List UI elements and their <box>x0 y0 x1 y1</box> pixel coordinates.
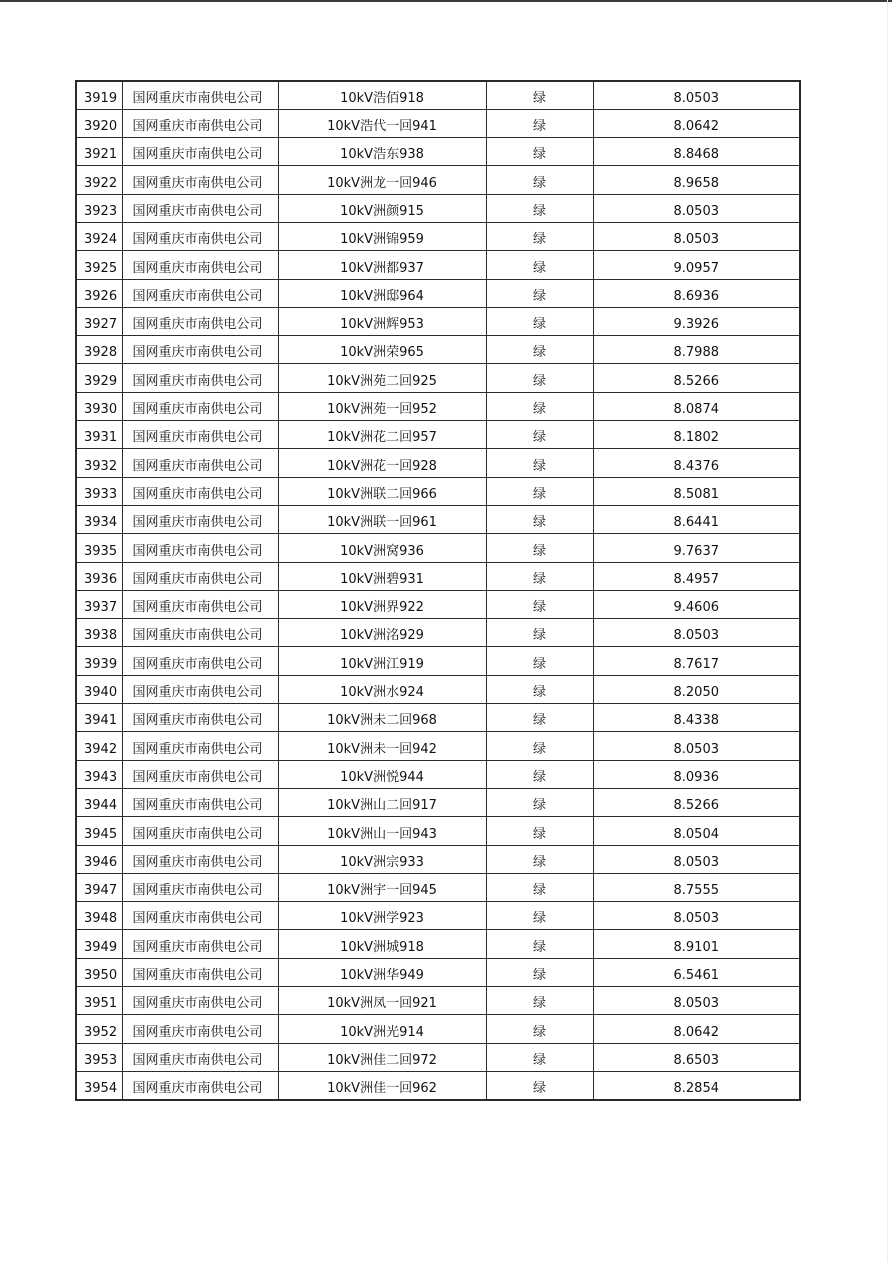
table-row <box>76 930 800 958</box>
feeder-line-cell: 10kV洲邸964 <box>278 279 486 307</box>
table-row <box>76 505 800 533</box>
status-color-cell: 绿 <box>486 109 593 137</box>
value-cell: 6.5461 <box>593 958 800 986</box>
value-cell: 8.6441 <box>593 505 800 533</box>
value-cell: 8.5266 <box>593 788 800 816</box>
row-number-cell: 3922 <box>76 166 122 194</box>
feeder-line-cell: 10kV浩代一回941 <box>278 109 486 137</box>
company-cell: 国网重庆市南供电公司 <box>122 534 278 562</box>
status-color-cell: 绿 <box>486 449 593 477</box>
status-color-cell: 绿 <box>486 364 593 392</box>
value-cell: 8.5081 <box>593 477 800 505</box>
feeder-line-cell: 10kV洲苑一回952 <box>278 392 486 420</box>
status-color-cell: 绿 <box>486 704 593 732</box>
company-cell: 国网重庆市南供电公司 <box>122 392 278 420</box>
feeder-line-cell: 10kV洲山二回917 <box>278 788 486 816</box>
value-cell: 8.8468 <box>593 138 800 166</box>
status-color-cell: 绿 <box>486 619 593 647</box>
status-color-cell: 绿 <box>486 873 593 901</box>
row-number-cell: 3954 <box>76 1071 122 1099</box>
company-cell: 国网重庆市南供电公司 <box>122 336 278 364</box>
company-cell: 国网重庆市南供电公司 <box>122 1043 278 1071</box>
company-cell: 国网重庆市南供电公司 <box>122 845 278 873</box>
table-row <box>76 817 800 845</box>
feeder-line-cell: 10kV洲洺929 <box>278 619 486 647</box>
company-cell: 国网重庆市南供电公司 <box>122 449 278 477</box>
table-row <box>76 760 800 788</box>
value-cell: 9.4606 <box>593 590 800 618</box>
table-row <box>76 307 800 335</box>
company-cell: 国网重庆市南供电公司 <box>122 930 278 958</box>
value-cell: 8.0936 <box>593 760 800 788</box>
row-number-cell: 3951 <box>76 987 122 1015</box>
table-row <box>76 873 800 901</box>
company-cell: 国网重庆市南供电公司 <box>122 619 278 647</box>
status-color-cell: 绿 <box>486 675 593 703</box>
feeder-line-cell: 10kV洲未二回968 <box>278 704 486 732</box>
feeder-line-cell: 10kV洲山一回943 <box>278 817 486 845</box>
row-number-cell: 3936 <box>76 562 122 590</box>
table-row <box>76 1071 800 1099</box>
table-row <box>76 279 800 307</box>
status-color-cell: 绿 <box>486 81 593 109</box>
value-cell: 8.4376 <box>593 449 800 477</box>
value-cell: 8.0504 <box>593 817 800 845</box>
feeder-line-cell: 10kV洲悦944 <box>278 760 486 788</box>
row-number-cell: 3935 <box>76 534 122 562</box>
value-cell: 8.4957 <box>593 562 800 590</box>
row-number-cell: 3937 <box>76 590 122 618</box>
company-cell: 国网重庆市南供电公司 <box>122 788 278 816</box>
table-row <box>76 987 800 1015</box>
feeder-line-cell: 10kV浩佰918 <box>278 81 486 109</box>
row-number-cell: 3948 <box>76 902 122 930</box>
feeder-line-cell: 10kV洲佳一回962 <box>278 1071 486 1099</box>
status-color-cell: 绿 <box>486 930 593 958</box>
feeder-line-cell: 10kV洲华949 <box>278 958 486 986</box>
value-cell: 8.0503 <box>593 194 800 222</box>
company-cell: 国网重庆市南供电公司 <box>122 590 278 618</box>
feeder-line-cell: 10kV洲佳二回972 <box>278 1043 486 1071</box>
value-cell: 9.3926 <box>593 307 800 335</box>
value-cell: 8.1802 <box>593 421 800 449</box>
status-color-cell: 绿 <box>486 166 593 194</box>
row-number-cell: 3938 <box>76 619 122 647</box>
value-cell: 9.7637 <box>593 534 800 562</box>
value-cell: 8.9101 <box>593 930 800 958</box>
table-row <box>76 1015 800 1043</box>
status-color-cell: 绿 <box>486 647 593 675</box>
row-number-cell: 3933 <box>76 477 122 505</box>
company-cell: 国网重庆市南供电公司 <box>122 194 278 222</box>
row-number-cell: 3930 <box>76 392 122 420</box>
value-cell: 8.0642 <box>593 1015 800 1043</box>
row-number-cell: 3926 <box>76 279 122 307</box>
table-row <box>76 138 800 166</box>
row-number-cell: 3921 <box>76 138 122 166</box>
value-cell: 8.5266 <box>593 364 800 392</box>
feeder-line-cell: 10kV洲辉953 <box>278 307 486 335</box>
value-cell: 8.0503 <box>593 845 800 873</box>
feeder-line-cell: 10kV洲碧931 <box>278 562 486 590</box>
table-row <box>76 222 800 250</box>
row-number-cell: 3942 <box>76 732 122 760</box>
company-cell: 国网重庆市南供电公司 <box>122 364 278 392</box>
table-row <box>76 534 800 562</box>
feeder-line-cell: 10kV洲水924 <box>278 675 486 703</box>
feeder-line-cell: 10kV洲宇一回945 <box>278 873 486 901</box>
company-cell: 国网重庆市南供电公司 <box>122 222 278 250</box>
feeder-line-cell: 10kV洲荣965 <box>278 336 486 364</box>
feeder-line-cell: 10kV洲联一回961 <box>278 505 486 533</box>
status-color-cell: 绿 <box>486 732 593 760</box>
company-cell: 国网重庆市南供电公司 <box>122 760 278 788</box>
status-color-cell: 绿 <box>486 788 593 816</box>
feeder-line-cell: 10kV洲苑二回925 <box>278 364 486 392</box>
company-cell: 国网重庆市南供电公司 <box>122 675 278 703</box>
row-number-cell: 3946 <box>76 845 122 873</box>
row-number-cell: 3949 <box>76 930 122 958</box>
page-right-edge <box>887 0 888 1262</box>
company-cell: 国网重庆市南供电公司 <box>122 562 278 590</box>
row-number-cell: 3943 <box>76 760 122 788</box>
company-cell: 国网重庆市南供电公司 <box>122 279 278 307</box>
value-cell: 8.0503 <box>593 732 800 760</box>
table-row <box>76 109 800 137</box>
table-row <box>76 958 800 986</box>
row-number-cell: 3920 <box>76 109 122 137</box>
company-cell: 国网重庆市南供电公司 <box>122 421 278 449</box>
value-cell: 8.0503 <box>593 902 800 930</box>
value-cell: 8.7555 <box>593 873 800 901</box>
company-cell: 国网重庆市南供电公司 <box>122 109 278 137</box>
table-row <box>76 704 800 732</box>
status-color-cell: 绿 <box>486 987 593 1015</box>
company-cell: 国网重庆市南供电公司 <box>122 138 278 166</box>
status-color-cell: 绿 <box>486 1015 593 1043</box>
row-number-cell: 3925 <box>76 251 122 279</box>
row-number-cell: 3928 <box>76 336 122 364</box>
table-row <box>76 392 800 420</box>
status-color-cell: 绿 <box>486 590 593 618</box>
table-row <box>76 590 800 618</box>
table-row <box>76 619 800 647</box>
value-cell: 8.0503 <box>593 81 800 109</box>
feeder-line-cell: 10kV洲凤一回921 <box>278 987 486 1015</box>
table-row <box>76 194 800 222</box>
feeder-line-cell: 10kV洲城918 <box>278 930 486 958</box>
status-color-cell: 绿 <box>486 138 593 166</box>
page-top-border <box>0 0 892 2</box>
company-cell: 国网重庆市南供电公司 <box>122 505 278 533</box>
status-color-cell: 绿 <box>486 392 593 420</box>
table-row <box>76 81 800 109</box>
company-cell: 国网重庆市南供电公司 <box>122 987 278 1015</box>
status-color-cell: 绿 <box>486 845 593 873</box>
value-cell: 8.2854 <box>593 1071 800 1099</box>
row-number-cell: 3947 <box>76 873 122 901</box>
value-cell: 8.0503 <box>593 619 800 647</box>
table-row <box>76 647 800 675</box>
row-number-cell: 3941 <box>76 704 122 732</box>
value-cell: 8.6936 <box>593 279 800 307</box>
feeder-line-cell: 10kV洲龙一回946 <box>278 166 486 194</box>
row-number-cell: 3924 <box>76 222 122 250</box>
value-cell: 8.0642 <box>593 109 800 137</box>
row-number-cell: 3919 <box>76 81 122 109</box>
status-color-cell: 绿 <box>486 534 593 562</box>
status-color-cell: 绿 <box>486 958 593 986</box>
company-cell: 国网重庆市南供电公司 <box>122 647 278 675</box>
company-cell: 国网重庆市南供电公司 <box>122 81 278 109</box>
company-cell: 国网重庆市南供电公司 <box>122 873 278 901</box>
feeder-line-cell: 10kV浩东938 <box>278 138 486 166</box>
feeder-line-cell: 10kV洲界922 <box>278 590 486 618</box>
row-number-cell: 3945 <box>76 817 122 845</box>
company-cell: 国网重庆市南供电公司 <box>122 307 278 335</box>
table-row <box>76 902 800 930</box>
feeder-line-cell: 10kV洲未一回942 <box>278 732 486 760</box>
status-color-cell: 绿 <box>486 817 593 845</box>
status-color-cell: 绿 <box>486 421 593 449</box>
company-cell: 国网重庆市南供电公司 <box>122 477 278 505</box>
status-color-cell: 绿 <box>486 902 593 930</box>
status-color-cell: 绿 <box>486 336 593 364</box>
table-row <box>76 845 800 873</box>
company-cell: 国网重庆市南供电公司 <box>122 958 278 986</box>
row-number-cell: 3931 <box>76 421 122 449</box>
row-number-cell: 3950 <box>76 958 122 986</box>
feeder-line-cell: 10kV洲光914 <box>278 1015 486 1043</box>
row-number-cell: 3952 <box>76 1015 122 1043</box>
row-number-cell: 3940 <box>76 675 122 703</box>
company-cell: 国网重庆市南供电公司 <box>122 817 278 845</box>
value-cell: 8.4338 <box>593 704 800 732</box>
company-cell: 国网重庆市南供电公司 <box>122 732 278 760</box>
row-number-cell: 3944 <box>76 788 122 816</box>
value-cell: 9.0957 <box>593 251 800 279</box>
table-row <box>76 477 800 505</box>
row-number-cell: 3939 <box>76 647 122 675</box>
status-color-cell: 绿 <box>486 562 593 590</box>
table-row <box>76 562 800 590</box>
value-cell: 8.2050 <box>593 675 800 703</box>
table-row <box>76 364 800 392</box>
row-number-cell: 3932 <box>76 449 122 477</box>
feeder-line-cell: 10kV洲宗933 <box>278 845 486 873</box>
status-color-cell: 绿 <box>486 279 593 307</box>
status-color-cell: 绿 <box>486 222 593 250</box>
feeder-line-cell: 10kV洲联二回966 <box>278 477 486 505</box>
feeder-line-cell: 10kV洲窝936 <box>278 534 486 562</box>
feeder-line-cell: 10kV洲锦959 <box>278 222 486 250</box>
feeder-line-cell: 10kV洲江919 <box>278 647 486 675</box>
status-color-cell: 绿 <box>486 251 593 279</box>
row-number-cell: 3953 <box>76 1043 122 1071</box>
table-row <box>76 675 800 703</box>
table-row <box>76 449 800 477</box>
status-color-cell: 绿 <box>486 760 593 788</box>
row-number-cell: 3923 <box>76 194 122 222</box>
value-cell: 8.0503 <box>593 222 800 250</box>
company-cell: 国网重庆市南供电公司 <box>122 704 278 732</box>
feeder-line-cell: 10kV洲学923 <box>278 902 486 930</box>
feeder-line-cell: 10kV洲都937 <box>278 251 486 279</box>
table-row <box>76 166 800 194</box>
value-cell: 8.9658 <box>593 166 800 194</box>
value-cell: 8.0503 <box>593 987 800 1015</box>
company-cell: 国网重庆市南供电公司 <box>122 251 278 279</box>
feeder-line-cell: 10kV洲花一回928 <box>278 449 486 477</box>
company-cell: 国网重庆市南供电公司 <box>122 902 278 930</box>
row-number-cell: 3929 <box>76 364 122 392</box>
row-number-cell: 3934 <box>76 505 122 533</box>
company-cell: 国网重庆市南供电公司 <box>122 1015 278 1043</box>
status-color-cell: 绿 <box>486 505 593 533</box>
row-number-cell: 3927 <box>76 307 122 335</box>
table-row <box>76 1043 800 1071</box>
value-cell: 8.0874 <box>593 392 800 420</box>
value-cell: 8.7617 <box>593 647 800 675</box>
table-row <box>76 421 800 449</box>
table-row <box>76 336 800 364</box>
status-color-cell: 绿 <box>486 194 593 222</box>
status-color-cell: 绿 <box>486 1043 593 1071</box>
feeder-data-table <box>75 80 801 1101</box>
value-cell: 8.7988 <box>593 336 800 364</box>
status-color-cell: 绿 <box>486 1071 593 1099</box>
value-cell: 8.6503 <box>593 1043 800 1071</box>
table-body <box>76 81 800 1100</box>
status-color-cell: 绿 <box>486 477 593 505</box>
table-row <box>76 251 800 279</box>
company-cell: 国网重庆市南供电公司 <box>122 1071 278 1099</box>
table-row <box>76 788 800 816</box>
company-cell: 国网重庆市南供电公司 <box>122 166 278 194</box>
feeder-line-cell: 10kV洲花二回957 <box>278 421 486 449</box>
feeder-line-cell: 10kV洲颜915 <box>278 194 486 222</box>
status-color-cell: 绿 <box>486 307 593 335</box>
table-row <box>76 732 800 760</box>
